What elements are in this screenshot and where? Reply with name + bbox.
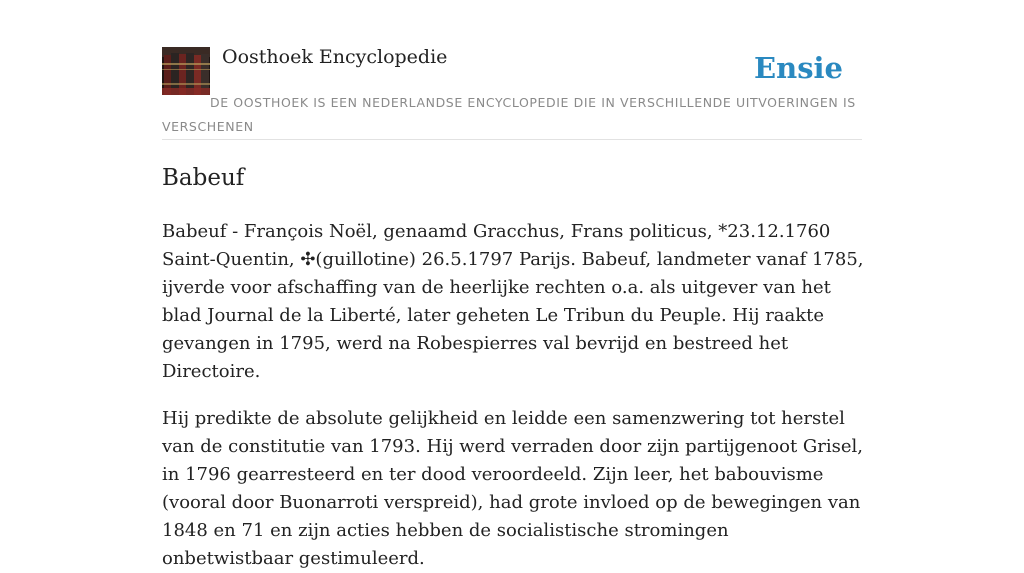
site-tagline: DE OOSTHOEK IS EEN NEDERLANDSE ENCYCLOPEDIE DIE IN VERSCHILLENDE UITVOERINGEN IS VERSCHENEN bbox=[162, 95, 856, 134]
article-paragraph: Babeuf - François Noël, genaamd Gracchus, Frans politicus, *23.12.1760 Saint-Quentin, ✣(guillotine) 26.5.1797 Parijs. Babeuf, landmeter vanaf 1785, ijverde voor afschaffing van de heerlijke rechten o.a. als uitgever van het blad Journal de la Liberté, later geheten Le Tribun du Peuple. Hij raakte gevangen in 1795, werd na Robespierres val bevrijd en bestreed het Directoire. bbox=[162, 221, 864, 382]
article bbox=[162, 160, 864, 573]
article-paragraph: Hij predikte de absolute gelijkheid en leidde een samenzwering tot herstel van de constitutie van 1793. Hij werd verraden door zijn partijgenoot Grisel, in 1796 gearresteerd en ter dood veroordeeld. Zijn leer, het babouvisme (vooral door Buonarroti verspreid), had grote invloed op de bewegingen van 1848 en 71 en zijn acties hebben de socialistische stromingen onbetwistbaar gestimuleerd. bbox=[162, 408, 864, 569]
brand-logo[interactable]: Ensie bbox=[754, 51, 843, 85]
site-title[interactable]: Oosthoek Encyclopedie bbox=[222, 46, 448, 68]
article-title: Babeuf bbox=[162, 165, 245, 191]
site-header bbox=[162, 0, 862, 140]
books-icon[interactable] bbox=[162, 47, 210, 95]
